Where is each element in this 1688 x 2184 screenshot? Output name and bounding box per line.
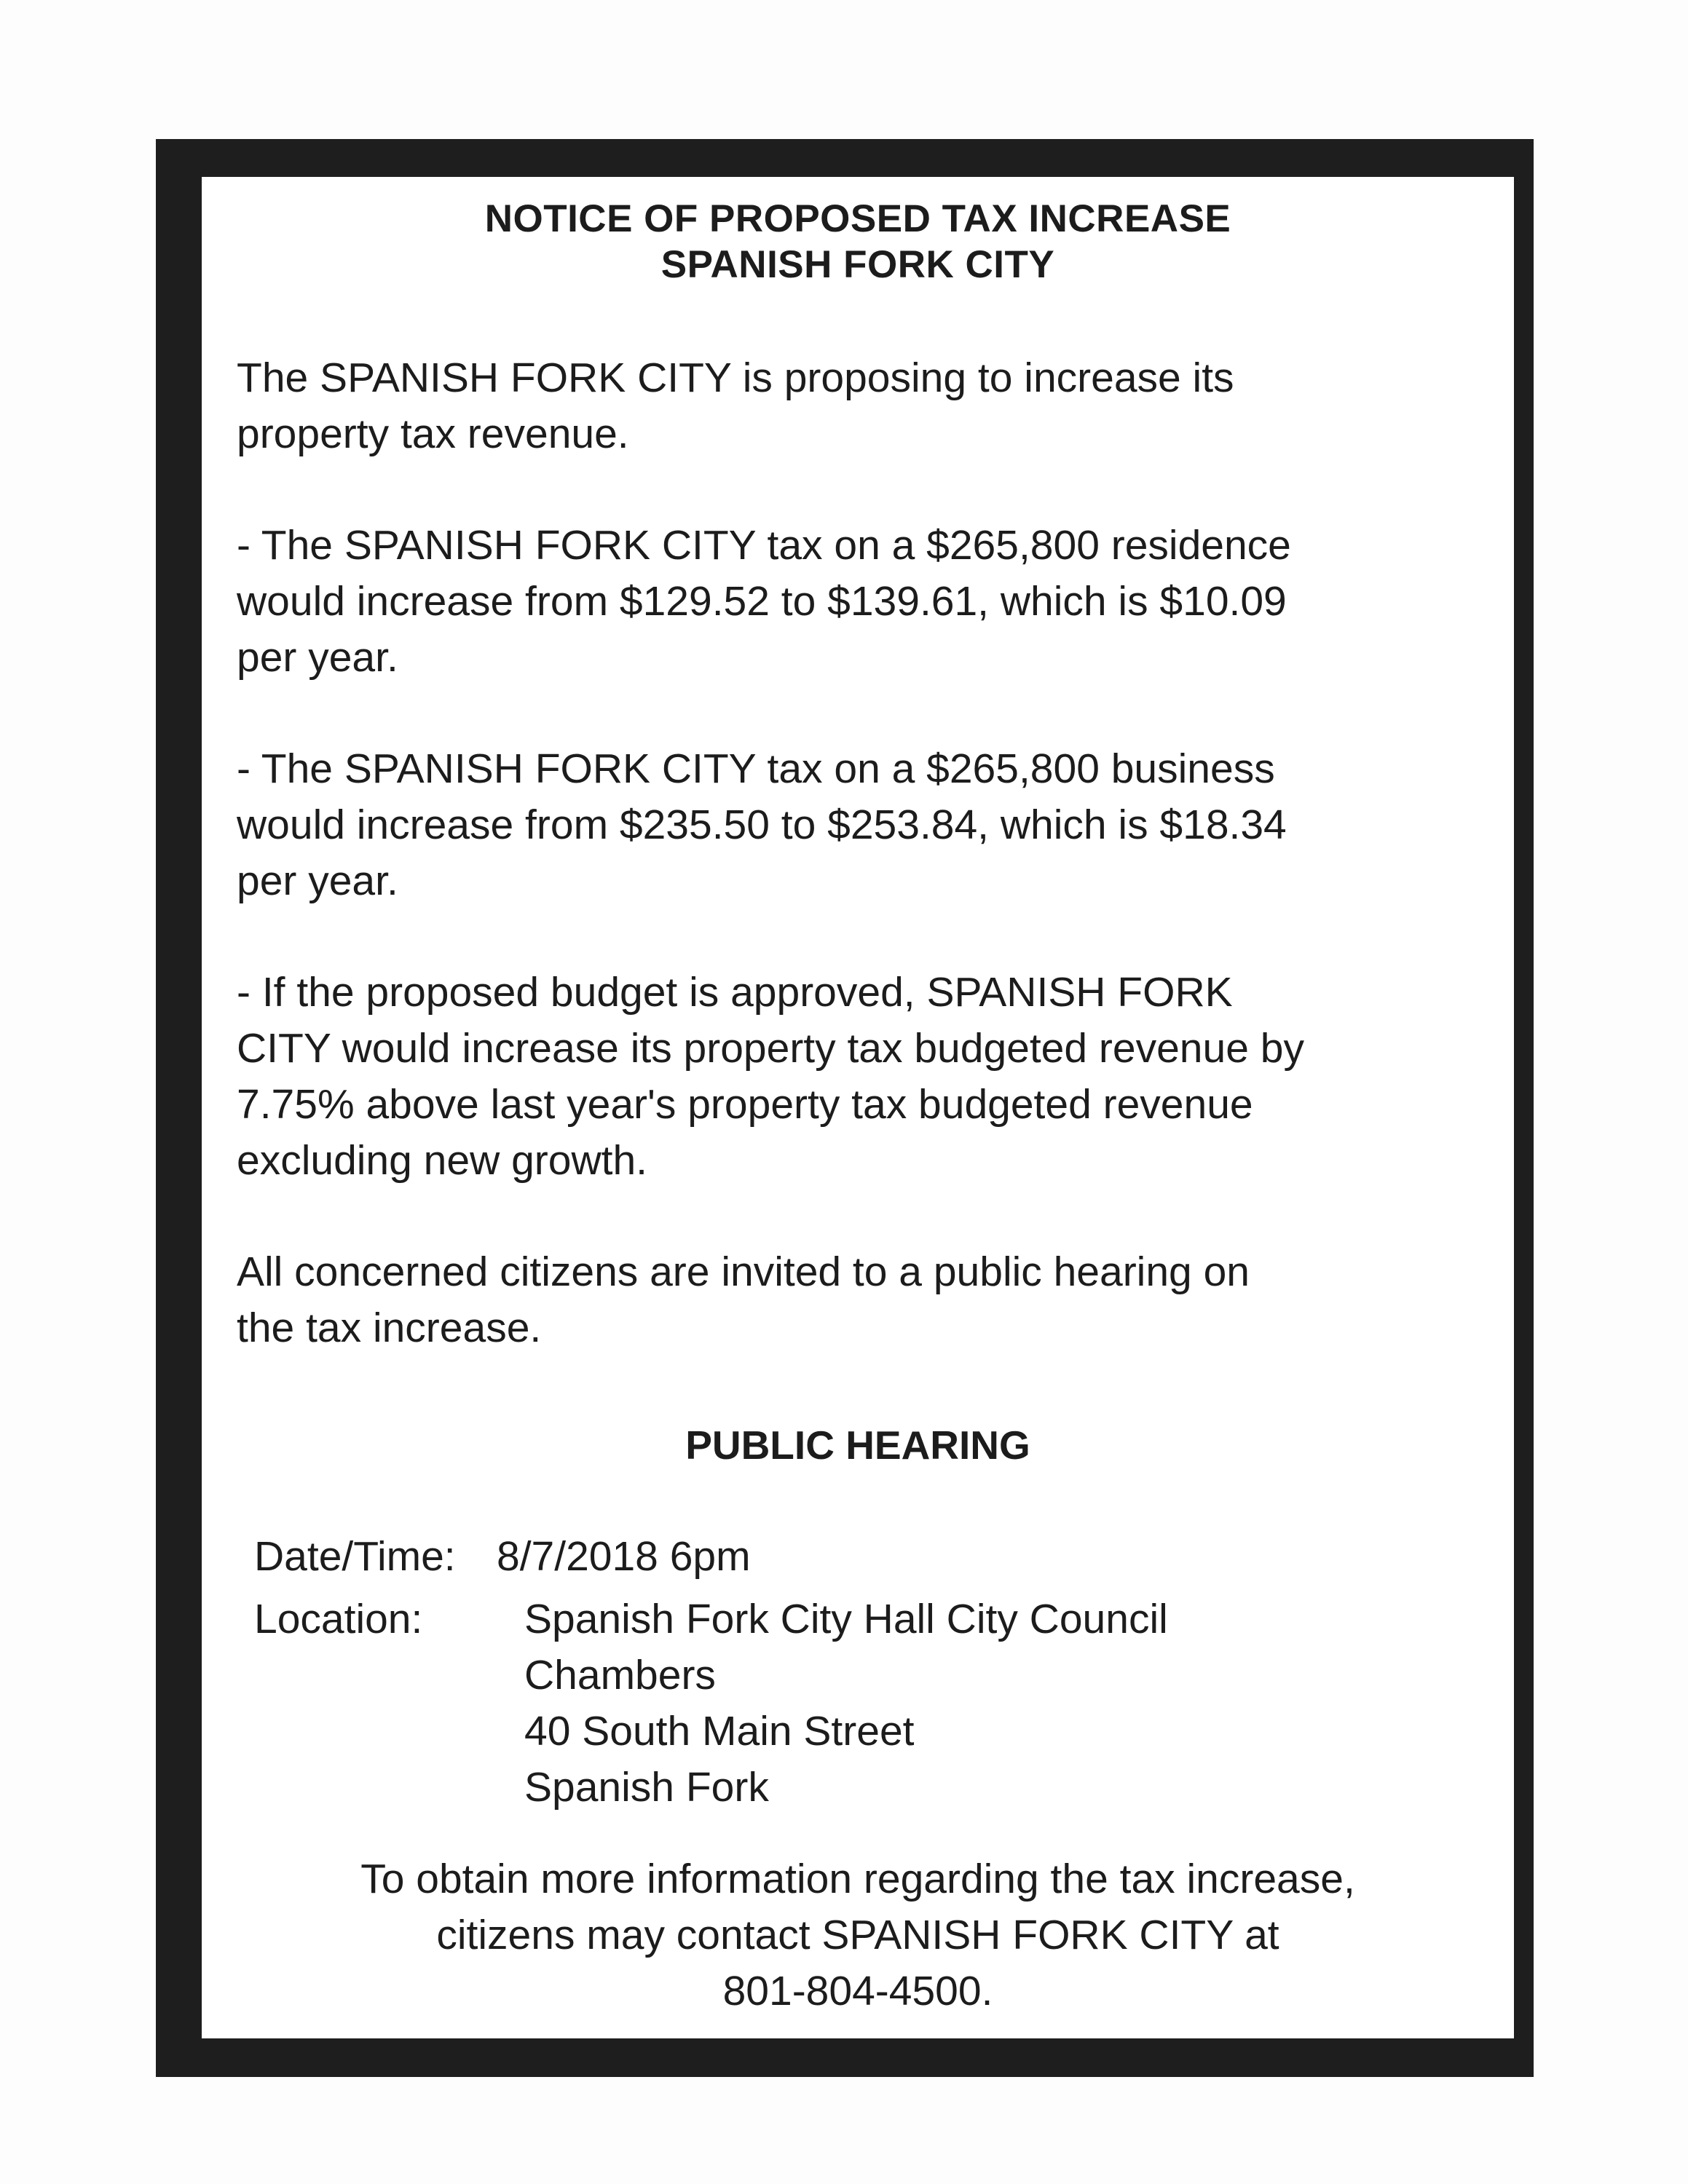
location-line: Chambers — [524, 1652, 716, 1698]
business-line: - The SPANISH FORK CITY tax on a $265,800 business — [237, 745, 1275, 792]
notice-panel — [202, 177, 1514, 2038]
budget-line: excluding new growth. — [237, 1137, 647, 1184]
notice-title: NOTICE OF PROPOSED TAX INCREASE — [484, 197, 1231, 240]
residence-line: per year. — [237, 634, 398, 681]
intro-line: The SPANISH FORK CITY is proposing to increase its — [237, 355, 1234, 401]
budget-line: CITY would increase its property tax budgeted revenue by — [237, 1025, 1304, 1072]
notice-subtitle: SPANISH FORK CITY — [660, 243, 1055, 286]
budget-line: 7.75% above last year's property tax budgeted revenue — [237, 1081, 1253, 1128]
footer-line: To obtain more information regarding the tax increase, — [360, 1856, 1355, 1902]
budget-line: - If the proposed budget is approved, SPANISH FORK — [237, 969, 1233, 1016]
location-line: 40 South Main Street — [524, 1708, 915, 1754]
footer-line: citizens may contact SPANISH FORK CITY at — [436, 1912, 1279, 1958]
footer-phone: 801-804-4500. — [722, 1968, 993, 2014]
datetime-label: Date/Time: — [254, 1533, 456, 1580]
location-line: Spanish Fork — [524, 1764, 769, 1811]
residence-line: would increase from $129.52 to $139.61, which is $10.09 — [237, 578, 1287, 625]
business-line: per year. — [237, 858, 398, 904]
location-label: Location: — [254, 1596, 423, 1642]
invite-line: the tax increase. — [237, 1305, 542, 1351]
business-line: would increase from $235.50 to $253.84, which is $18.34 — [237, 802, 1287, 848]
location-line: Spanish Fork City Hall City Council — [524, 1596, 1168, 1642]
invite-line: All concerned citizens are invited to a public hearing on — [237, 1249, 1250, 1295]
intro-line: property tax revenue. — [237, 411, 629, 457]
residence-line: - The SPANISH FORK CITY tax on a $265,800 residence — [237, 522, 1291, 569]
datetime-value: 8/7/2018 6pm — [497, 1533, 751, 1580]
hearing-title: PUBLIC HEARING — [685, 1423, 1030, 1468]
